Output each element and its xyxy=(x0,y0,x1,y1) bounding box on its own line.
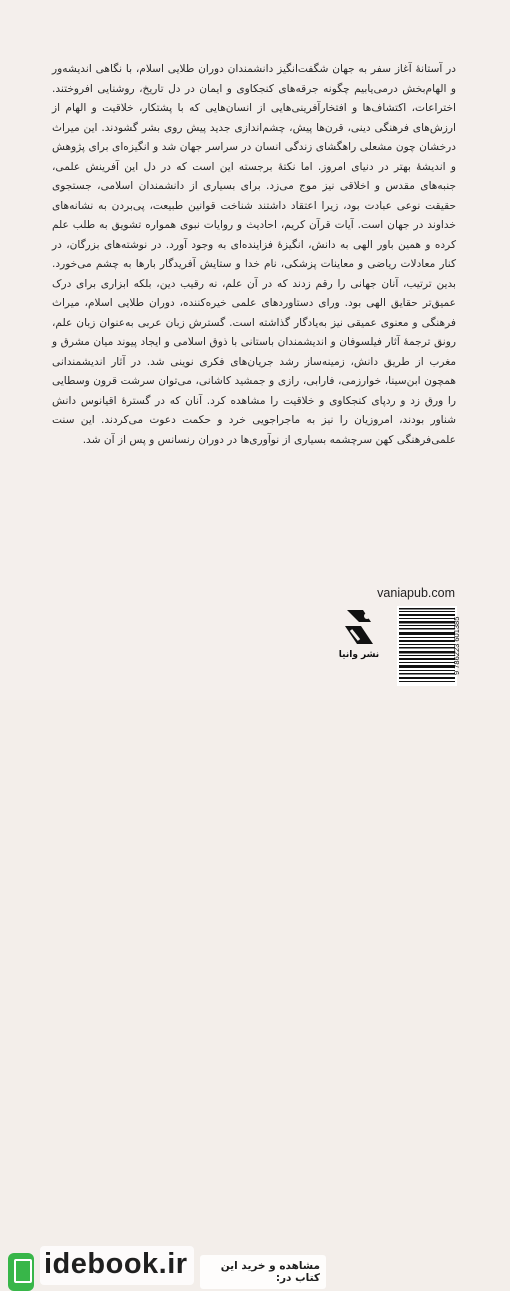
publisher-website: vaniapub.com xyxy=(377,586,455,600)
store-banner[interactable] xyxy=(0,622,326,1284)
publisher-logo-icon xyxy=(337,604,381,678)
store-tagline: مشاهده و خرید این کتاب در: xyxy=(200,1255,326,1289)
book-icon xyxy=(8,1253,34,1291)
store-brand[interactable]: idebook.ir xyxy=(40,1246,194,1285)
isbn-number: 9 786223 601385 xyxy=(452,616,461,676)
publisher-name: نشر وانیا xyxy=(338,650,380,660)
back-cover-text xyxy=(52,60,456,450)
barcode xyxy=(397,606,457,686)
paragraph: در آستانهٔ آغاز سفر به جهان شگفت‌انگیز دانشمندان دوران طلایی اسلام، با نگاهی اندیشه‌ور و الهام‌بخش درمی‌یابیم چگونه جرقه‌های کنجکاوی و ایمان در دل تاریخ، روشنایی افروختند. اختراعات، اکتشاف‌ها و افتخارآفرینی‌هایی از انسان‌هایی که با پشتکار، خلاقیت و الهام از ارزش‌های فرهنگی دینی، قرن‌ها پیش، چشم‌اندازی جدید پیش روی بشر گشودند. این میراث درخشان چون مشعلی راهگشای زندگی انسان در سراسر جهان شد و انگیزه‌ای برای پژوهش و اندیشهٔ بهتر در دنیای امروز. اما نکتهٔ برجسته این است که در دل این آفرینش علمی، جنبه‌های مقدس و اخلاقی نیز موج می‌زد. برای بسیاری از دانشمندان اسلامی، جستجوی حقیقت نوعی عبادت بود، زیرا اعتقاد داشتند شناخت قوانین طبیعت، پی‌بردن به نشانه‌های خداوند در جهان است. آیات قرآن کریم، احادیث و روایات نبوی همواره تشویق به طلب علم کرده و همین باور الهی به دانش، انگیزهٔ فزاینده‌ای به وجود آورد. در نوشته‌های بزرگان، در کنار معادلات ریاضی و معاینات پزشکی، نام خدا و ستایش آفریدگار بارها به چشم می‌خورد. بدین ترتیب، آنان جهانی را رقم زدند که در آن علم، نه رقیب دین، بلکه ابزاری برای درک عمیق‌تر حقایق الهی بود. ورای دستاوردهای علمی خیره‌کننده، دوران طلایی اسلام، میراث فرهنگی و معنوی عمیقی نیز به‌یادگار گذاشته است. گسترش زبان عربی به‌عنوان زبان علم، رونق ترجمهٔ آثار فیلسوفان و اندیشمندان باستانی با ذوق اسلامی و ایجاد پیوند میان مشرق و مغرب از طریق دانش، زمینه‌ساز رشد جریان‌های فکری نوینی شد. در آثار اندیشمندانی همچون ابن‌سینا، خوارزمی، فارابی، رازی و جمشید کاشانی، می‌توان سرشت قرون وسطایی را ورق زد و ردپای کنجکاوی و خلاقیت را مشاهده کرد. آنان که در گسترهٔ اقیانوس دانش شناور بودند، امروزیان را نیز به ماجراجویی خرد و حکمت دعوت می‌کردند. این سنت علمی‌فرهنگی کهن سرچشمه بسیاری از نوآوری‌ها در دوران رنسانس و پس از آن شد. xyxy=(52,63,456,446)
barcode-graphic xyxy=(397,606,457,686)
